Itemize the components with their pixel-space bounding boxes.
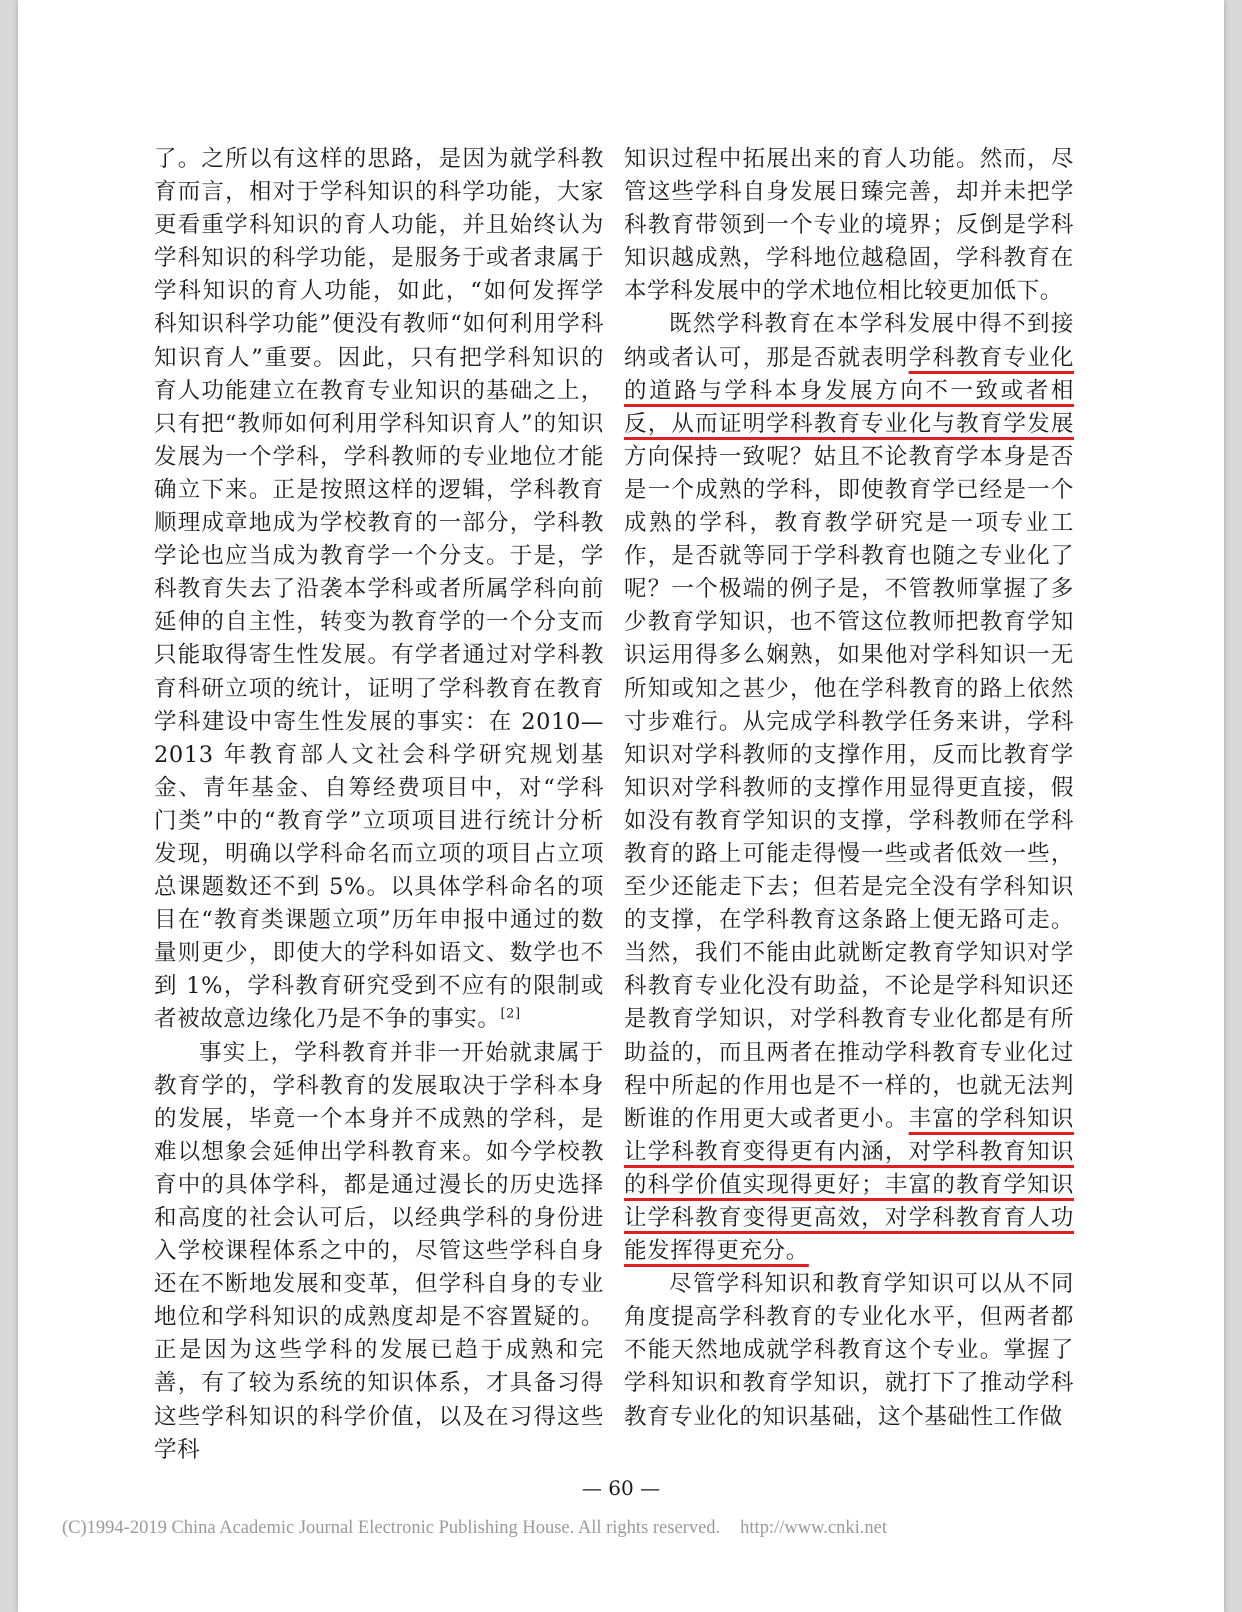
footer-copyright: (C)1994-2019 China Academic Journal Electronic Publishing House. All rights reserved. <box>62 1518 721 1538</box>
left-paragraph-1-text: 了。之所以有这样的思路，是因为就学科教育而言，相对于学科知识的科学功能，大家更看重学科知识的育人功能，并且始终认为学科知识的科学功能，是服务于或者隶属于学科知识的育人功能，如此，“如何发挥学科知识科学功能”便没有教师“如何利用学科知识育人”重要。因此，只有把学科知识的育人功能建立在教育专业知识的基础之上，只有把“教师如何利用学科知识育人”的知识发展为一个学科，学科教师的专业地位才能确立下来。正是按照这样的逻辑，学科教育顺理成章地成为学校教育的一部分，学科教学论也应当成为教育学一个分支。于是，学科教育失去了沿袭本学科或者所属学科向前延伸的自主性，转变为教育学的一个分支而只能取得寄生性发展。有学者通过对学科教育科研立项的统计，证明了学科教育在教育学科建设中寄生性发展的事实：在 2010—2013 年教育部人文社会科学研究规划基金、青年基金、自筹经费项目中，对“学科门类”中的“教育学”立项项目进行统计分析发现，明确以学科命名而立项的项目占立项总课题数还不到 5%。以具体学科命名的项目在“教育类课题立项”历年申报中通过的数量则更少，即使大的学科如语文、数学也不到 1%，学科教育研究受到不应有的限制或者被故意边缘化乃是不争的事实。 <box>154 146 604 1033</box>
right-paragraph-3: 尽管学科知识和教育学知识可以从不同角度提高学科教育的专业化水平，但两者都不能天然地成就学科教育这个专业。掌握了学科知识和教育学知识，就打下了推动学科教育专业化的知识基础，这个基础性工作做 <box>624 1271 1074 1430</box>
highlighted-passage-2: 丰富的学科知识让学科教育变得更有内涵，对学科教育知识的科学价值实现得更好；丰富的教育学知识让学科教育变得更高效，对学科教育育人功能发挥得更充分。 <box>624 1105 1075 1265</box>
left-column <box>154 143 604 1467</box>
right-paragraph-1: 知识过程中拓展出来的育人功能。然而，尽管这些学科自身发展日臻完善，却并未把学科教育带领到一个专业的境界；反倒是学科知识越成熟，学科地位越稳固，学科教育在本学科发展中的学术地位相比较更加低下。 <box>624 146 1074 305</box>
right-paragraph-2-body: 方向保持一致呢？姑且不论教育学本身是否是一个成熟的学科，即使教育学已经是一个成熟的学科，教育教学研究是一项专业工作，是否就等同于学科教育也随之专业化了呢？一个极端的例子是，不管教师掌握了多少教育学知识，也不管这位教师把教育学知识运用得多么娴熟，如果他对学科知识一无所知或知之甚少，他在学科教育的路上依然寸步难行。从完成学科教学任务来讲，学科知识对学科教师的支撑作用，反而比教育学知识对学科教师的支撑作用显得更直接，假如没有教育学知识的支撑，学科教师在学科教育的路上可能走得慢一些或者低效一些，至少还能走下去；但若是完全没有学科知识的支撑，在学科教育这条路上便无路可走。当然，我们不能由此就断定教育学知识对学科教育专业化没有助益，不论是学科知识还是教育学知识，对学科教育专业化都是有所助益的，而且两者在推动学科教育专业化过程中所起的作用也是不一样的，也就无法判断谁的作用更大或者更小。 <box>624 443 1074 1132</box>
citation-ref: [2] <box>500 1006 521 1022</box>
footer-url[interactable]: http://www.cnki.net <box>740 1518 887 1538</box>
highlighted-passage-1: 学科教育专业化的道路与学科本身发展方向不一致或者相反，从而证明学科教育专业化与教育学发展 <box>624 344 1075 437</box>
right-paragraph-2-lead: 既然学科教育在本学科发展中得不到接纳或者认可，那是否就表明 <box>624 311 1074 371</box>
right-paragraph-2 <box>624 308 1074 1268</box>
left-paragraph-1 <box>154 143 604 1037</box>
left-paragraph-2: 事实上，学科教育并非一开始就隶属于教育学的，学科教育的发展取决于学科本身的发展，毕竟一个本身并不成熟的学科，是难以想象会延伸出学科教育来。如今学校教育中的具体学科，都是通过漫长的历史选择和高度的社会认可后，以经典学科的身份进入学校课程体系之中的，尽管这些学科自身还在不断地发展和变革，但学科自身的专业地位和学科知识的成熟度却是不容置疑的。正是因为这些学科的发展已趋于成熟和完善，有了较为系统的知识体系，才具备习得这些学科知识的科学价值，以及在习得这些学科 <box>154 1039 604 1463</box>
right-column <box>624 143 1074 1434</box>
page-number: — 60 — <box>581 1476 661 1500</box>
footer <box>62 1518 1212 1539</box>
document-page <box>18 0 1224 1612</box>
